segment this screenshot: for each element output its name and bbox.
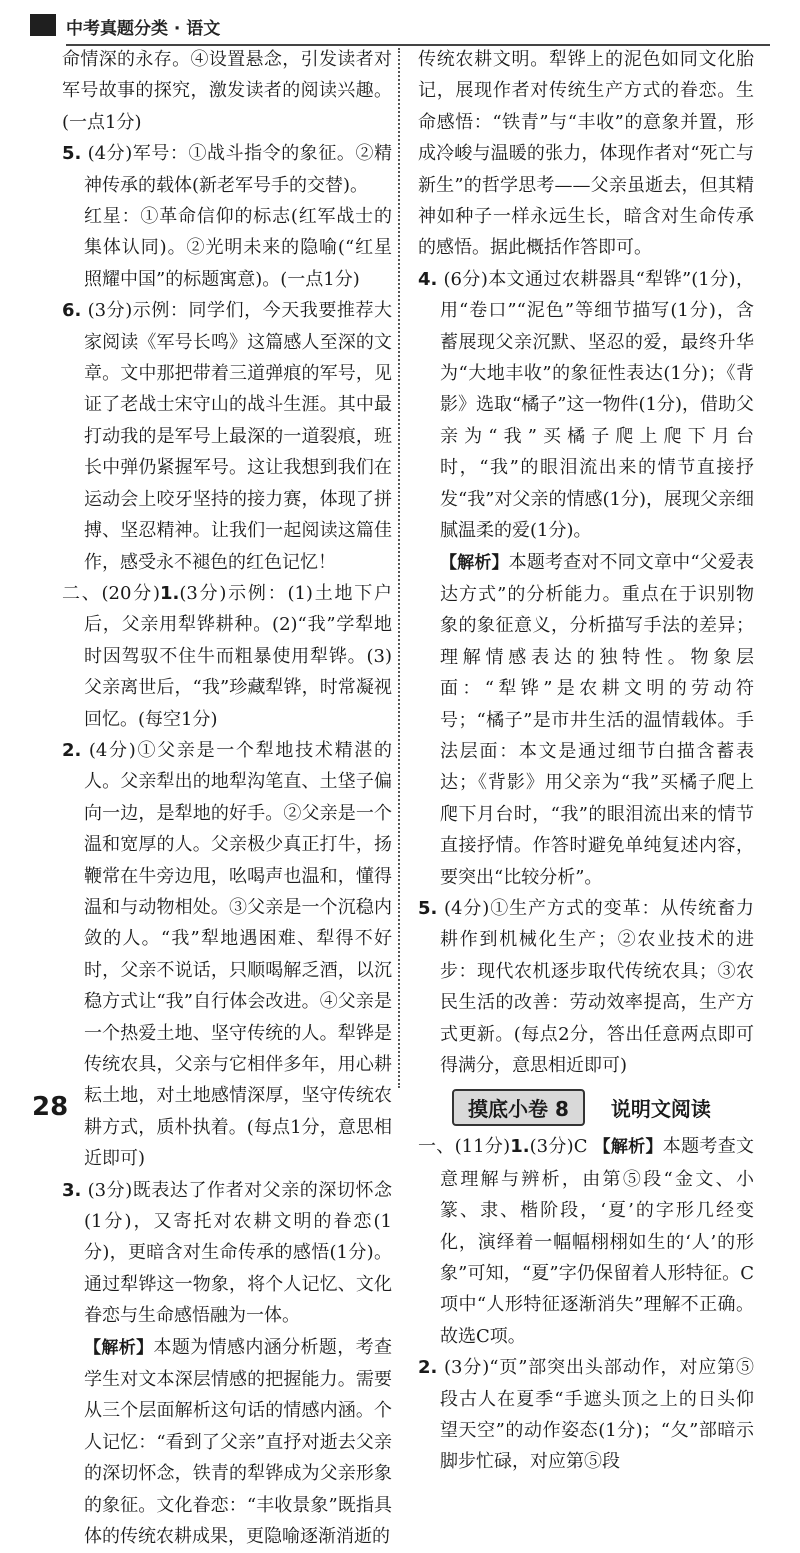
right-column <box>418 44 754 1478</box>
answer-text: (4分)①生产方式的变革：从传统畜力耕作到机械化生产；②农业技术的进步：现代农机逐步取代传统农具；③农民生活的改善：劳动效率提高，生产方式更新。(每点2分，答出任意两点即可得满分，意思相近即可) <box>440 897 754 1076</box>
question-number: 3. <box>62 1179 82 1201</box>
answer-3-analysis <box>62 1332 392 1553</box>
section-1-answer-1 <box>418 1131 754 1352</box>
answer-5-right <box>418 893 754 1081</box>
question-number: 5. <box>62 143 82 165</box>
section-badge: 摸底小卷 8 <box>452 1089 585 1126</box>
analysis-tag: 【解析】 <box>440 552 509 573</box>
answer-3 <box>62 1175 392 1332</box>
page-number: 28 <box>32 1092 69 1122</box>
question-number: 1. <box>510 1136 530 1158</box>
answer-2-right <box>418 1352 754 1478</box>
section-heading <box>452 1089 754 1125</box>
question-number: 6. <box>62 300 82 322</box>
analysis-continuation: 传统农耕文明。犁铧上的泥色如同文化胎记，展现作者对传统生产方式的眷恋。生命感悟：“铁青”与“丰收”的意象并置，形成冷峻与温暖的张力，体现作者对“死亡与新生”的哲学思考——父亲虽逝去，但其精神如种子一样永远生长，暗含对生命传承的感悟。据此概括作答即可。 <box>418 49 754 259</box>
answer-text: (6分)本文通过农耕器具“犁铧”(1分)，用“卷口”“泥色”等细节描写(1分)，含蓄展现父亲沉默、坚忍的爱，最终升华为“大地丰收”的象征性表达(1分)；《背影》选取“橘子”这一物件(1分)，借助父亲为“我”买橘子爬上爬下月台时，“我”的眼泪流出来的情节直接抒发“我”对父亲的情感(1分)，展现父亲细腻温柔的爱(1分)。 <box>440 268 754 542</box>
header-marker <box>30 14 56 36</box>
answer-5 <box>62 138 392 201</box>
header-title: 中考真题分类 · 语文 <box>66 19 221 39</box>
answer-5-part-b: 红星：①革命信仰的标志(红军战士的集体认同)。②光明未来的隐喻(“红星照耀中国”的标题寓意)。(一点1分) <box>84 206 392 290</box>
answer-4 <box>418 264 754 547</box>
section-2-answer-1 <box>62 578 392 735</box>
answer-text: (3分)“页”部突出头部动作，对应第⑤段古人在夏季“手遮头顶之上的日头仰望天空”的动作姿态(1分)；“夂”部暗示脚步忙碌，对应第⑤段 <box>440 1357 754 1473</box>
page-header <box>30 8 770 40</box>
question-number: 1. <box>160 582 180 604</box>
analysis-tag: 【解析】 <box>593 1137 663 1158</box>
section-label: 二、 <box>62 582 102 604</box>
section-points: (11分) <box>454 1136 511 1158</box>
answer-text: (3分)示例：(1)土地下户后，父亲用犁铧耕种。(2)“我”学犁地时因驾驭不住牛而粗暴使用犁铧。(3)父亲离世后，“我”珍藏犁铧，时常凝视回忆。(每空1分) <box>84 582 393 730</box>
analysis-text: 本题为情感内涵分析题，考查学生对文本深层情感的把握能力。需要从三个层面解析这句话的情感内涵。个人记忆：“看到了父亲”直抒对逝去父亲的深切怀念，铁青的犁铧成为父亲形象的象征。文化眷恋：“丰收景象”既指具体的传统农耕成果，更隐喻逐渐消逝的 <box>84 1336 392 1548</box>
question-number: 4. <box>418 268 438 290</box>
answer-4-analysis <box>418 547 754 893</box>
section-points: (20分) <box>101 582 161 604</box>
analysis-text: 本题考查文意理解与辨析，由第⑤段“金文、小篆、隶、楷阶段，‘夏’的字形几经变化，演绎着一幅幅栩栩如生的‘人’的形象”可知，“夏”字仍保留着人形特征。C项中“人形特征逐渐消失”理解不正确。故选C项。 <box>440 1136 755 1347</box>
answer-text: (4分)①父亲是一个犁地技术精湛的人。父亲犁出的地犁沟笔直、土垡子偏向一边，是犁地的好手。②父亲是一个温和宽厚的人。父亲极少真正打牛，扬鞭常在牛旁边甩，吆喝声也温和，懂得温和与动物相处。③父亲是一个沉稳内敛的人。“我”犁地遇困难、犁得不好时，父亲不说话，只顺喝解乏酒，以沉稳方式让“我”自行体会改进。④父亲是一个热爱土地、坚守传统的人。犁铧是传统农具，父亲与它相伴多年，用心耕耘土地，对土地感情深厚，坚守传统农耕方式，质朴执着。(每点1分，意思相近即可) <box>84 739 392 1170</box>
analysis-tag: 【解析】 <box>84 1337 154 1358</box>
answer-6 <box>62 295 392 578</box>
section-title: 说明文阅读 <box>610 1096 711 1121</box>
answer-text: (3分)既表达了作者对父亲的深切怀念(1分)，又寄托对农耕文明的眷恋(1分)，更暗含对生命传承的感悟(1分)。通过犁铧这一物象，将个人记忆、文化眷恋与生命感悟融为一体。 <box>84 1179 392 1327</box>
answer-text: (4分)军号：①战斗指令的象征。②精神传承的载体(新老军号手的交替)。 <box>84 143 392 196</box>
left-column <box>62 44 392 1553</box>
question-number: 5. <box>418 897 438 919</box>
answer-text: (3分)示例：同学们，今天我要推荐大家阅读《军号长鸣》这篇感人至深的文章。文中那把带着三道弹痕的军号，见证了老战士宋守山的战斗生涯。其中最打动我的是军号上最深的一道裂痕，班长中弹仍紧握军号。这让我想到我们在运动会上咬牙坚持的接力赛，体现了拼搏、坚忍精神。让我们一起阅读这篇佳作，感受永不褪色的红色记忆！ <box>84 300 392 573</box>
section-label: 一、 <box>418 1136 455 1158</box>
column-divider <box>398 48 400 1088</box>
answer-text: (3分)C <box>529 1136 588 1158</box>
answer-continuation: 命情深的永存。④设置悬念，引发读者对军号故事的探究，激发读者的阅读兴趣。(一点1分) <box>62 49 392 133</box>
answer-2 <box>62 735 392 1175</box>
analysis-text: 本题考查对不同文章中“父爱表达方式”的分析能力。重点在于识别物象的象征意义，分析描写手法的差异；理解情感表达的独特性。物象层面：“犁铧”是农耕文明的劳动符号；“橘子”是市井生活的温情载体。手法层面：本文是通过细节白描含蓄表达；《背影》用父亲为“我”买橘子爬上爬下月台时，“我”的眼泪流出来的情节直接抒情。作答时避免单纯复述内容，要突出“比较分析”。 <box>440 551 755 888</box>
question-number: 2. <box>62 739 82 761</box>
question-number: 2. <box>418 1357 438 1379</box>
